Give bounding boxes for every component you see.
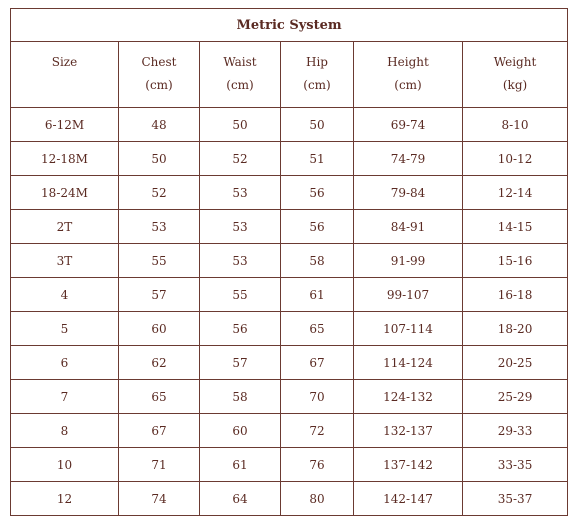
table-cell: 15-16: [463, 244, 568, 278]
table-cell: 79-84: [354, 176, 463, 210]
table-cell: 50: [200, 108, 281, 142]
table-row: [11, 346, 568, 380]
table-cell: 10-12: [463, 142, 568, 176]
table-cell: 18-20: [463, 312, 568, 346]
table-cell: 53: [200, 176, 281, 210]
table-cell: 72: [281, 414, 354, 448]
column-header-label: Chest: [141, 55, 177, 69]
table-row: [11, 176, 568, 210]
table-cell: 53: [200, 210, 281, 244]
table-cell: 52: [119, 176, 200, 210]
table-row: [11, 482, 568, 516]
table-cell: 7: [11, 380, 119, 414]
table-cell: 2T: [11, 210, 119, 244]
table-cell: 4: [11, 278, 119, 312]
table-body: [11, 108, 568, 516]
table-cell: 132-137: [354, 414, 463, 448]
table-cell: 20-25: [463, 346, 568, 380]
table-cell: 114-124: [354, 346, 463, 380]
table-cell: 33-35: [463, 448, 568, 482]
table-cell: 50: [119, 142, 200, 176]
table-cell: 57: [119, 278, 200, 312]
column-header-weight: [463, 42, 568, 108]
table-cell: 12-14: [463, 176, 568, 210]
table-cell: 70: [281, 380, 354, 414]
table-cell: 84-91: [354, 210, 463, 244]
table-cell: 58: [200, 380, 281, 414]
table-cell: 12: [11, 482, 119, 516]
table-row: [11, 244, 568, 278]
table-row: [11, 380, 568, 414]
table-cell: 5: [11, 312, 119, 346]
table-cell: 56: [200, 312, 281, 346]
table-cell: 64: [200, 482, 281, 516]
column-header-unit: (cm): [145, 78, 173, 92]
table-cell: 51: [281, 142, 354, 176]
table-cell: 71: [119, 448, 200, 482]
table-cell: 56: [281, 176, 354, 210]
column-header-label: Height: [387, 55, 429, 69]
column-header-label: Weight: [493, 55, 537, 69]
table-cell: 16-18: [463, 278, 568, 312]
table-cell: 76: [281, 448, 354, 482]
column-header-hip: [281, 42, 354, 108]
table-cell: 10: [11, 448, 119, 482]
table-cell: 137-142: [354, 448, 463, 482]
header-row: [11, 42, 568, 108]
table-cell: 60: [200, 414, 281, 448]
table-cell: 67: [119, 414, 200, 448]
table-cell: 48: [119, 108, 200, 142]
table-cell: 6: [11, 346, 119, 380]
table-cell: 52: [200, 142, 281, 176]
column-header-unit: (cm): [303, 78, 331, 92]
column-header-waist: [200, 42, 281, 108]
column-header-label: Size: [51, 55, 78, 69]
table-row: [11, 210, 568, 244]
table-cell: 35-37: [463, 482, 568, 516]
table-cell: 65: [119, 380, 200, 414]
table-row: [11, 142, 568, 176]
table-cell: 65: [281, 312, 354, 346]
table-row: [11, 448, 568, 482]
column-header-unit: (cm): [394, 78, 422, 92]
table-cell: 74-79: [354, 142, 463, 176]
table-cell: 91-99: [354, 244, 463, 278]
table-cell: 29-33: [463, 414, 568, 448]
table-cell: 55: [200, 278, 281, 312]
table-cell: 80: [281, 482, 354, 516]
table-cell: 61: [200, 448, 281, 482]
table-cell: 12-18M: [11, 142, 119, 176]
table-cell: 67: [281, 346, 354, 380]
table-cell: 74: [119, 482, 200, 516]
column-header-unit: (kg): [502, 78, 528, 92]
table-cell: 124-132: [354, 380, 463, 414]
title-row: [11, 9, 568, 42]
table-cell: 142-147: [354, 482, 463, 516]
table-cell: 61: [281, 278, 354, 312]
table-title: Metric System: [11, 9, 568, 42]
table-cell: 14-15: [463, 210, 568, 244]
table-cell: 3T: [11, 244, 119, 278]
table-cell: 50: [281, 108, 354, 142]
table-cell: 58: [281, 244, 354, 278]
table-cell: 25-29: [463, 380, 568, 414]
table-row: [11, 278, 568, 312]
table-cell: 99-107: [354, 278, 463, 312]
column-header-unit: (cm): [226, 78, 254, 92]
table-cell: 18-24M: [11, 176, 119, 210]
table-cell: 56: [281, 210, 354, 244]
table-cell: 55: [119, 244, 200, 278]
size-chart-table: [10, 8, 568, 516]
table-cell: 53: [200, 244, 281, 278]
column-header-size: [11, 42, 119, 108]
table-cell: 6-12M: [11, 108, 119, 142]
table-cell: 8-10: [463, 108, 568, 142]
table-cell: 53: [119, 210, 200, 244]
table-cell: 62: [119, 346, 200, 380]
table-cell: 69-74: [354, 108, 463, 142]
column-header-height: [354, 42, 463, 108]
table-cell: 8: [11, 414, 119, 448]
table-row: [11, 414, 568, 448]
table-cell: 57: [200, 346, 281, 380]
table-cell: 60: [119, 312, 200, 346]
table-cell: 107-114: [354, 312, 463, 346]
column-header-label: Hip: [306, 55, 328, 69]
column-header-chest: [119, 42, 200, 108]
table-row: [11, 312, 568, 346]
table-row: [11, 108, 568, 142]
column-header-label: Waist: [223, 55, 257, 69]
